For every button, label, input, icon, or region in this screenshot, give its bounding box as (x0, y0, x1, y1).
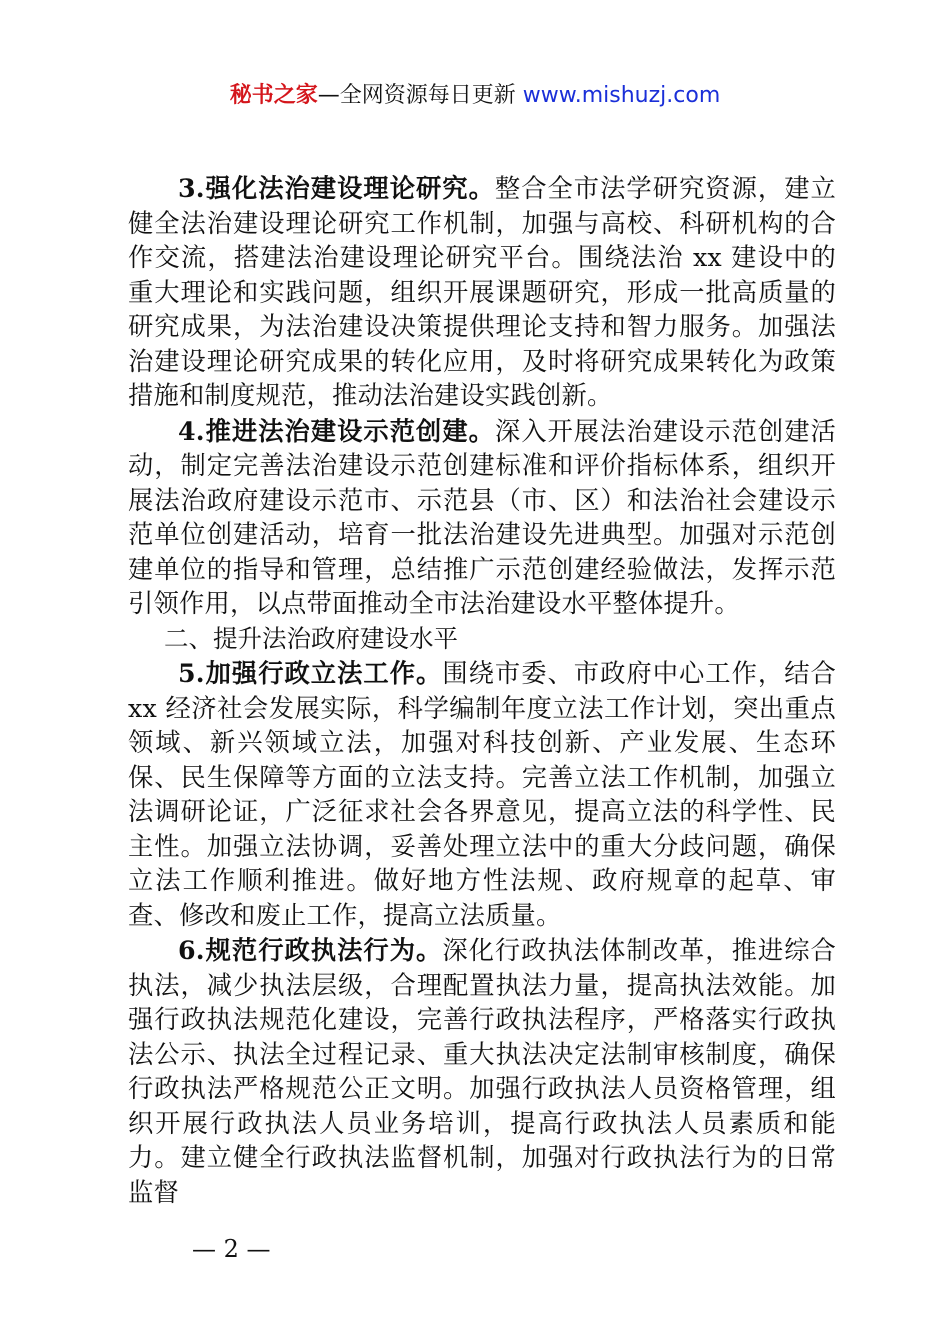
site-header (0, 80, 950, 112)
paragraph-lead: 5.加强行政立法工作。 (178, 658, 443, 688)
paragraph-item-6 (128, 933, 836, 1210)
site-brand: 秘书之家 (229, 83, 318, 108)
paragraph-lead: 6.规范行政执法行为。 (178, 935, 443, 965)
paragraph-lead: 3.强化法治建设理论研究。 (178, 173, 495, 203)
paragraph-lead: 4.推进法治建设示范创建。 (178, 415, 495, 446)
section-heading: 二、提升法治政府建设水平 (164, 623, 458, 653)
document-body (128, 171, 836, 1210)
paragraph-text: 深化行政执法体制改革，推进综合执法，减少执法层级，合理配置执法力量，提高执法效能。加强行政执法规范化建设，完善行政执法程序，严格落实行政执法公示、执法全过程记录、重大执法决定法制审核制度，确保行政执法严格规范公正文明。加强行政执法人员资格管理，组织开展行政执法人员业务培训，提高行政执法人员素质和能力。建立健全行政执法监督机制，加强对行政执法行为的日常监督 (128, 936, 836, 1207)
page-number: — 2 — (192, 1235, 271, 1263)
paragraph-item-3 (128, 171, 836, 414)
site-url-link[interactable]: www.mishuzj.com (515, 83, 721, 108)
paragraph-item-5 (128, 656, 836, 933)
site-tagline: —全网资源每日更新 (317, 83, 516, 108)
paragraph-text: 深入开展法治建设示范创建活动，制定完善法治建设示范创建标准和评价指标体系，组织开展法治政府建设示范市、示范县（市、区）和法治社会建设示范单位创建活动，培育一批法治建设先进典型。加强对示范创建单位的指导和管理，总结推广示范创建经验做法，发挥示范引领作用，以点带面推动全市法治建设水平整体提升。 (128, 416, 836, 618)
paragraph-item-4 (128, 414, 836, 622)
paragraph-text: 围绕市委、市政府中心工作，结合 xx 经济社会发展实际，科学编制年度立法工作计划，突出重点领域、新兴领域立法，加强对科技创新、产业发展、生态环保、民生保障等方面的立法支持。完善立法工作机制，加强立法调研论证，广泛征求社会各界意见，提高立法的科学性、民主性。加强立法协调，妥善处理立法中的重大分歧问题，确保立法工作顺利推进。做好地方性法规、政府规章的起草、审查、修改和废止工作，提高立法质量。 (128, 659, 836, 930)
paragraph-text: 整合全市法学研究资源，建立健全法治建设理论研究工作机制，加强与高校、科研机构的合作交流，搭建法治建设理论研究平台。围绕法治 xx 建设中的重大理论和实践问题，组织开展课题研究，形成一批高质量的研究成果，为法治建设决策提供理论支持和智力服务。加强法治建设理论研究成果的转化应用，及时将研究成果转化为政策措施和制度规范，推动法治建设实践创新。 (128, 174, 836, 410)
